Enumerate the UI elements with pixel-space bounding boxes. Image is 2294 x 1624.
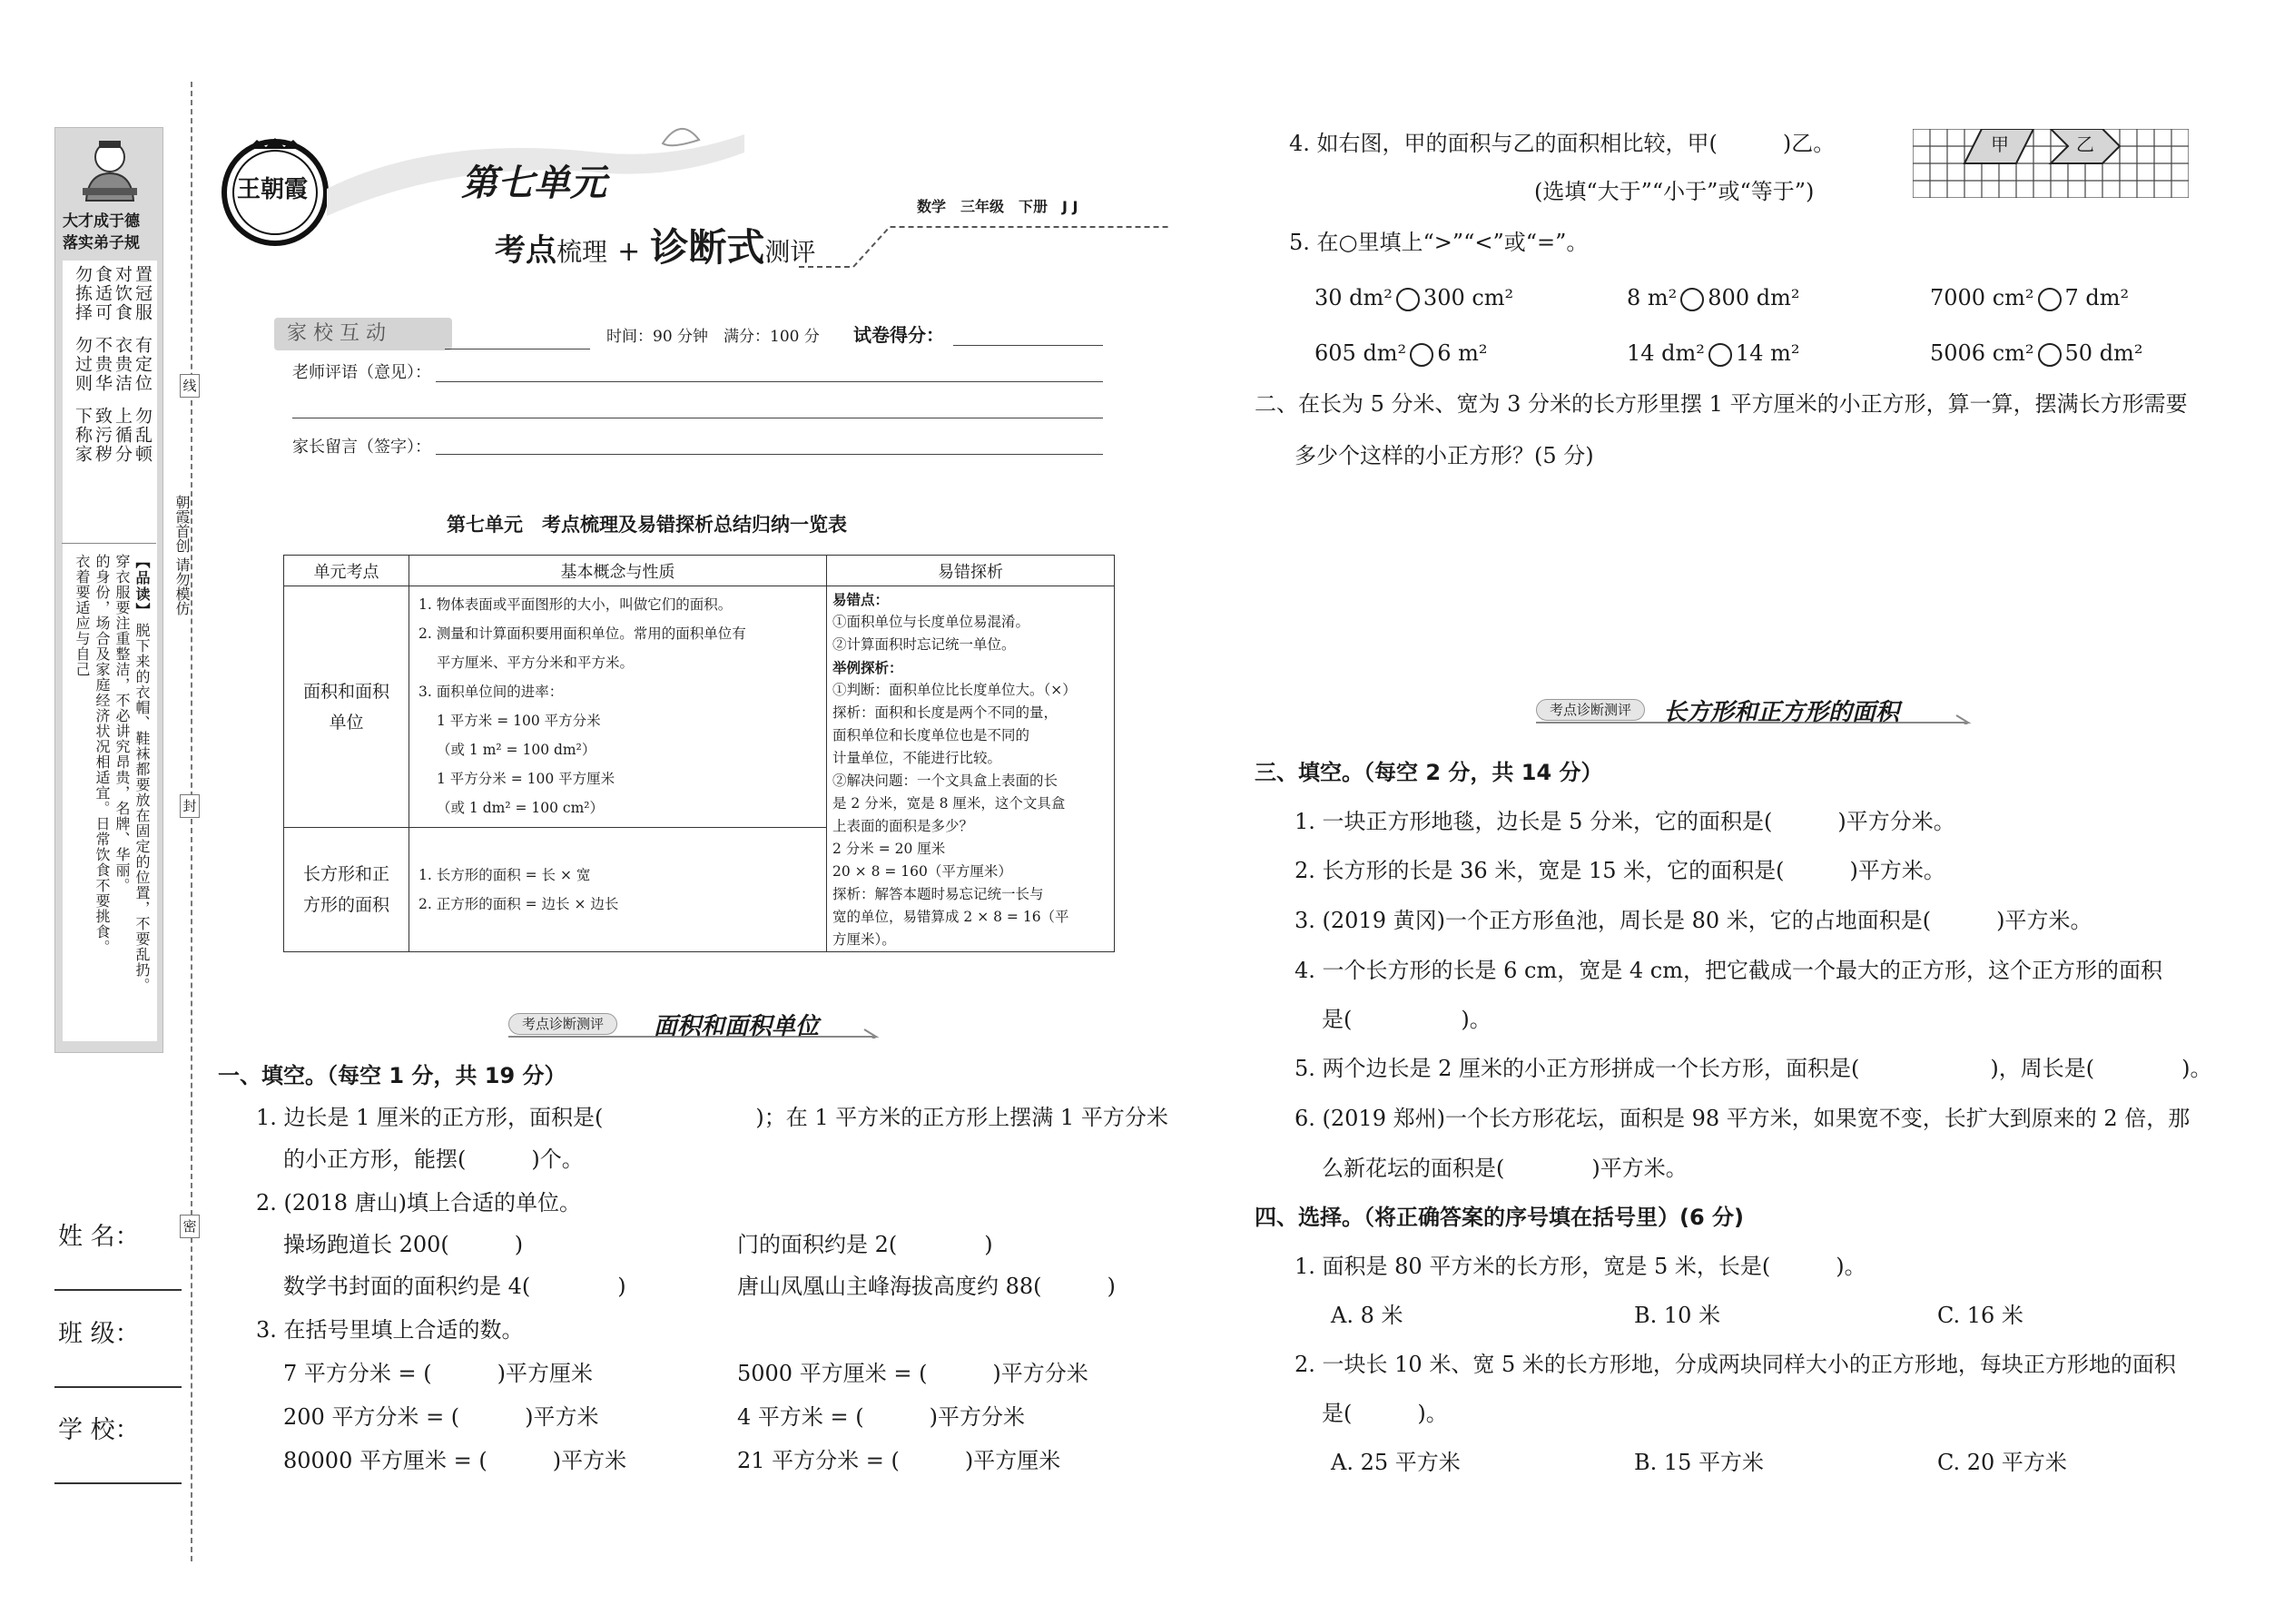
q5-item1: 30 dm² 300 cm² [1314, 285, 1514, 310]
s3-line6: 5. 两个边长是 2 厘米的小正方形拼成一个长方形，面积是( )，周长是( )。 [1295, 1056, 2212, 1081]
grid-label-jia: 甲 [1991, 133, 2009, 155]
verse-col-3: 有定位 [133, 336, 153, 393]
q5-item5: 14 dm² 14 m² [1627, 340, 1800, 366]
header-errors: 易错探析 [827, 556, 1115, 586]
s1-q2-item2: 门的面积约是 2( ) [737, 1232, 993, 1257]
time-info: 时间：90 分钟 满分：100 分 [606, 328, 820, 346]
row1-concepts: 1. 物体表面或平面图形的大小，叫做它们的面积。 2. 测量和计算面积要用面积单位。常用的面积单位有 平方厘米、平方分米和平方米。 3. 面积单位间的进率： 1 平方米 = 100 平方分米 （或 1 m² = 100 dm²） 1 平方分米 = 100 平方厘米 （或 1 dm² = 100 cm²） [409, 586, 827, 828]
s3-line2: 2. 长方形的长是 36 米，宽是 15 米，它的面积是( )平方米。 [1295, 858, 1945, 883]
teacher-comment-label: 老师评语（意见）： [292, 363, 431, 382]
reading-line-3: 的身份，场合及家庭经济状况相适宜。日常饮食不要挑食。 [94, 554, 111, 955]
s3-line3: 3. (2019 黄冈)一个正方形鱼池，周长是 80 米，它的占地面积是( )平方米。 [1295, 908, 2092, 933]
motto-top-1: 大才成于德 [63, 212, 140, 231]
subtitle-a: 考点 [495, 232, 556, 269]
section1-heading: 一、填空。（每空 1 分，共 19 分） [218, 1063, 566, 1088]
cut-mark-xian: 线 [180, 374, 200, 398]
home-school-label: 家 校 互 动 [287, 322, 386, 345]
s1-q3-item3: 200 平方分米 = ( )平方米 [283, 1404, 599, 1430]
section4-heading: 四、选择。（将正确答案的序号填在括号里）(6 分) [1255, 1205, 1744, 1230]
banner2-tag: 考点诊断测评 [1536, 699, 1645, 721]
s4-q1: 1. 面积是 80 平方米的长方形，宽是 5 米，长是( )。 [1295, 1254, 1866, 1279]
section3-heading: 三、填空。（每空 2 分，共 14 分） [1255, 760, 1603, 785]
summary-table [283, 555, 1115, 952]
cut-mark-feng: 封 [180, 794, 200, 818]
s1-q2-item1: 操场跑道长 200( ) [283, 1232, 524, 1257]
class-field[interactable] [54, 1386, 182, 1388]
score-field[interactable] [953, 345, 1103, 346]
child-figure-icon [75, 133, 144, 202]
verse-col-12: 下称家 [73, 407, 93, 464]
q5-item2: 8 m² 800 dm² [1627, 285, 1800, 310]
parent-comment-field[interactable] [436, 454, 1103, 455]
q5-item3: 7000 cm² 7 dm² [1930, 285, 2130, 310]
q5-item6: 5006 cm² 50 dm² [1930, 340, 2143, 366]
verse-col-5: 食适可 [93, 265, 113, 322]
cut-line [191, 82, 192, 1561]
s4-q2-opt-a: A. 25 平方米 [1331, 1450, 1461, 1475]
q4-hint: (选填“大于”“小于”或“等于”) [1534, 179, 1815, 204]
section2-line1: 二、在长为 5 分米、宽为 3 分米的长方形里摆 1 平方厘米的小正方形，算一算，摆满长方形需要 [1255, 391, 2188, 417]
section-banner-2 [1536, 694, 1981, 724]
verse-col-1: 置冠服 [133, 265, 153, 322]
q5-item4: 605 dm² 6 m² [1314, 340, 1488, 366]
errors-cell: 易错点： ①面积单位与长度单位易混淆。 ②计算面积时忘记统一单位。 举例探析： ①判断：面积单位比长度单位大。（×） 探析：面积和长度是两个不同的量， 面积单位和长度单位也是不同的 计量单位，不能进行比较。 ②解决问题：一个文具盒上表面的长 是 2 分米，宽是 8 厘米，这个文具盒 上表面的面积是多少？ 2 分米 = 20 厘米 20 × 8 = 160（平方厘米） 探析：解答本题时易忘记统一长与 宽的单位，易错算成 2 × 8 = 16（平 方厘米）。 [827, 586, 1115, 952]
header-unit: 单元考点 [284, 556, 409, 586]
verse-col-7: 勿乱顿 [133, 407, 153, 464]
s4-q2-opt-c: C. 20 平方米 [1937, 1450, 2067, 1475]
banner1-tag: 考点诊断测评 [508, 1013, 617, 1035]
s3-line8: 么新花坛的面积是( )平方米。 [1322, 1156, 1688, 1181]
verse-col-6: 勿拣择 [73, 265, 93, 322]
s1-q3: 3. 在括号里填上合适的数。 [256, 1317, 524, 1343]
s1-q2-item4: 唐山凤凰山主峰海拔高度约 88( ) [737, 1274, 1116, 1299]
row2-concepts: 1. 长方形的面积 = 长 × 宽 2. 正方形的面积 = 边长 × 边长 [409, 828, 827, 952]
logo-badge [221, 138, 330, 247]
area-grid [1913, 129, 2189, 198]
reading-line-4: 衣着要适应与自己 [74, 554, 91, 677]
reading-line-1: 脱下来的衣帽、鞋袜都要放在固定的位置，不要乱扔。 [133, 623, 151, 993]
home-school-tag [274, 318, 452, 350]
reading-line-2: 穿衣服要注重整洁，不必讲究昂贵，名牌、华丽。 [113, 554, 131, 893]
s3-line1: 1. 一块正方形地毯，边长是 5 分米，它的面积是( )平方分米。 [1295, 809, 1955, 834]
name-label: 姓 名： [58, 1223, 140, 1251]
logo-text: 王朝霞 [237, 176, 309, 203]
s1-q3-item5: 80000 平方厘米 = ( )平方米 [283, 1448, 627, 1473]
verse-divider [62, 543, 156, 544]
name-field[interactable] [54, 1289, 182, 1291]
s4-q2-line1: 2. 一块长 10 米、宽 5 米的长方形地，分成两块同样大小的正方形地，每块正方形地的面积 [1295, 1352, 2176, 1377]
verse-col-4: 衣贵洁 [113, 336, 133, 393]
verse-col-2: 对饮食 [113, 265, 133, 322]
grid-label-yi: 乙 [2076, 133, 2094, 155]
row2-key: 长方形和正 方形的面积 [284, 828, 409, 952]
banner2-name: 长方形和正方形的面积 [1663, 699, 1900, 726]
s4-q2-opt-b: B. 15 平方米 [1634, 1450, 1765, 1475]
s1-q3-item4: 4 平方米 = ( )平方分米 [737, 1404, 1025, 1430]
s4-q1-opt-c: C. 16 米 [1937, 1303, 2023, 1328]
s4-q1-opt-b: B. 10 米 [1634, 1303, 1721, 1328]
teacher-comment-field[interactable] [436, 381, 1103, 382]
parent-comment-label: 家长留言（签字）： [292, 438, 431, 457]
copyright-notice: 朝霞首创 请勿模仿 [173, 495, 191, 616]
s1-q2: 2. (2018 唐山)填上合适的单位。 [256, 1190, 581, 1216]
s3-line4: 4. 一个长方形的长是 6 cm，宽是 4 cm，把它截成一个最大的正方形，这个正方形的面积 [1295, 958, 2162, 983]
subtitle-b: 梳理 [556, 237, 608, 267]
score-label: 试卷得分： [853, 324, 944, 346]
verse-col-10: 勿过则 [73, 336, 93, 393]
s1-q1-line2: 的小正方形，能摆( )个。 [283, 1147, 584, 1172]
row1-key: 面积和面积 单位 [284, 586, 409, 828]
section-banner-1 [508, 1008, 890, 1038]
banner1-name: 面积和面积单位 [654, 1013, 820, 1040]
unit-title: 第七单元 [461, 162, 606, 204]
school-field[interactable] [54, 1482, 182, 1484]
subtitle-plus: + [617, 236, 641, 268]
subtitle-c: 诊断式 [650, 225, 765, 270]
section2-line2: 多少个这样的小正方形？(5 分) [1295, 443, 1594, 468]
header-concepts: 基本概念与性质 [409, 556, 827, 586]
class-label: 班 级： [58, 1320, 140, 1348]
s1-q1-line1: 1. 边长是 1 厘米的正方形，面积是( )；在 1 平方米的正方形上摆满 1 平方分米 [256, 1105, 1168, 1130]
s1-q3-item2: 5000 平方厘米 = ( )平方分米 [737, 1361, 1088, 1386]
verse-col-9: 不贵华 [93, 336, 113, 393]
motto-top-2: 落实弟子规 [63, 234, 140, 252]
verse-col-11: 致污秽 [93, 407, 113, 464]
cut-mark-mi: 密 [180, 1215, 200, 1238]
q5-text: 5. 在○里填上“>”“<”或“=”。 [1289, 230, 1589, 255]
s1-q3-item1: 7 平方分米 = ( )平方厘米 [283, 1361, 593, 1386]
s3-line5: 是( )。 [1322, 1007, 1492, 1032]
school-label: 学 校： [58, 1416, 140, 1444]
s1-q3-item6: 21 平方分米 = ( )平方厘米 [737, 1448, 1061, 1473]
verse-col-8: 上循分 [113, 407, 133, 464]
subtitle-d: 测评 [764, 237, 816, 267]
subtitle [495, 218, 815, 272]
s1-q2-item3: 数学书封面的面积约是 4( ) [283, 1274, 626, 1299]
reading-label: 【品读】 [133, 554, 151, 619]
meta-info: 数学 三年级 下册 J J [917, 198, 1078, 215]
q4-text: 4. 如右图，甲的面积与乙的面积相比较，甲( )乙。 [1289, 131, 1836, 156]
s3-line7: 6. (2019 郑州)一个长方形花坛，面积是 98 平方米，如果宽不变，长扩大到原来的 2 倍，那 [1295, 1106, 2191, 1131]
s4-q1-opt-a: A. 8 米 [1331, 1303, 1403, 1328]
summary-title: 第七单元 考点梳理及易错探析总结归纳一览表 [447, 514, 847, 536]
s4-q2-line2: 是( )。 [1322, 1401, 1448, 1426]
